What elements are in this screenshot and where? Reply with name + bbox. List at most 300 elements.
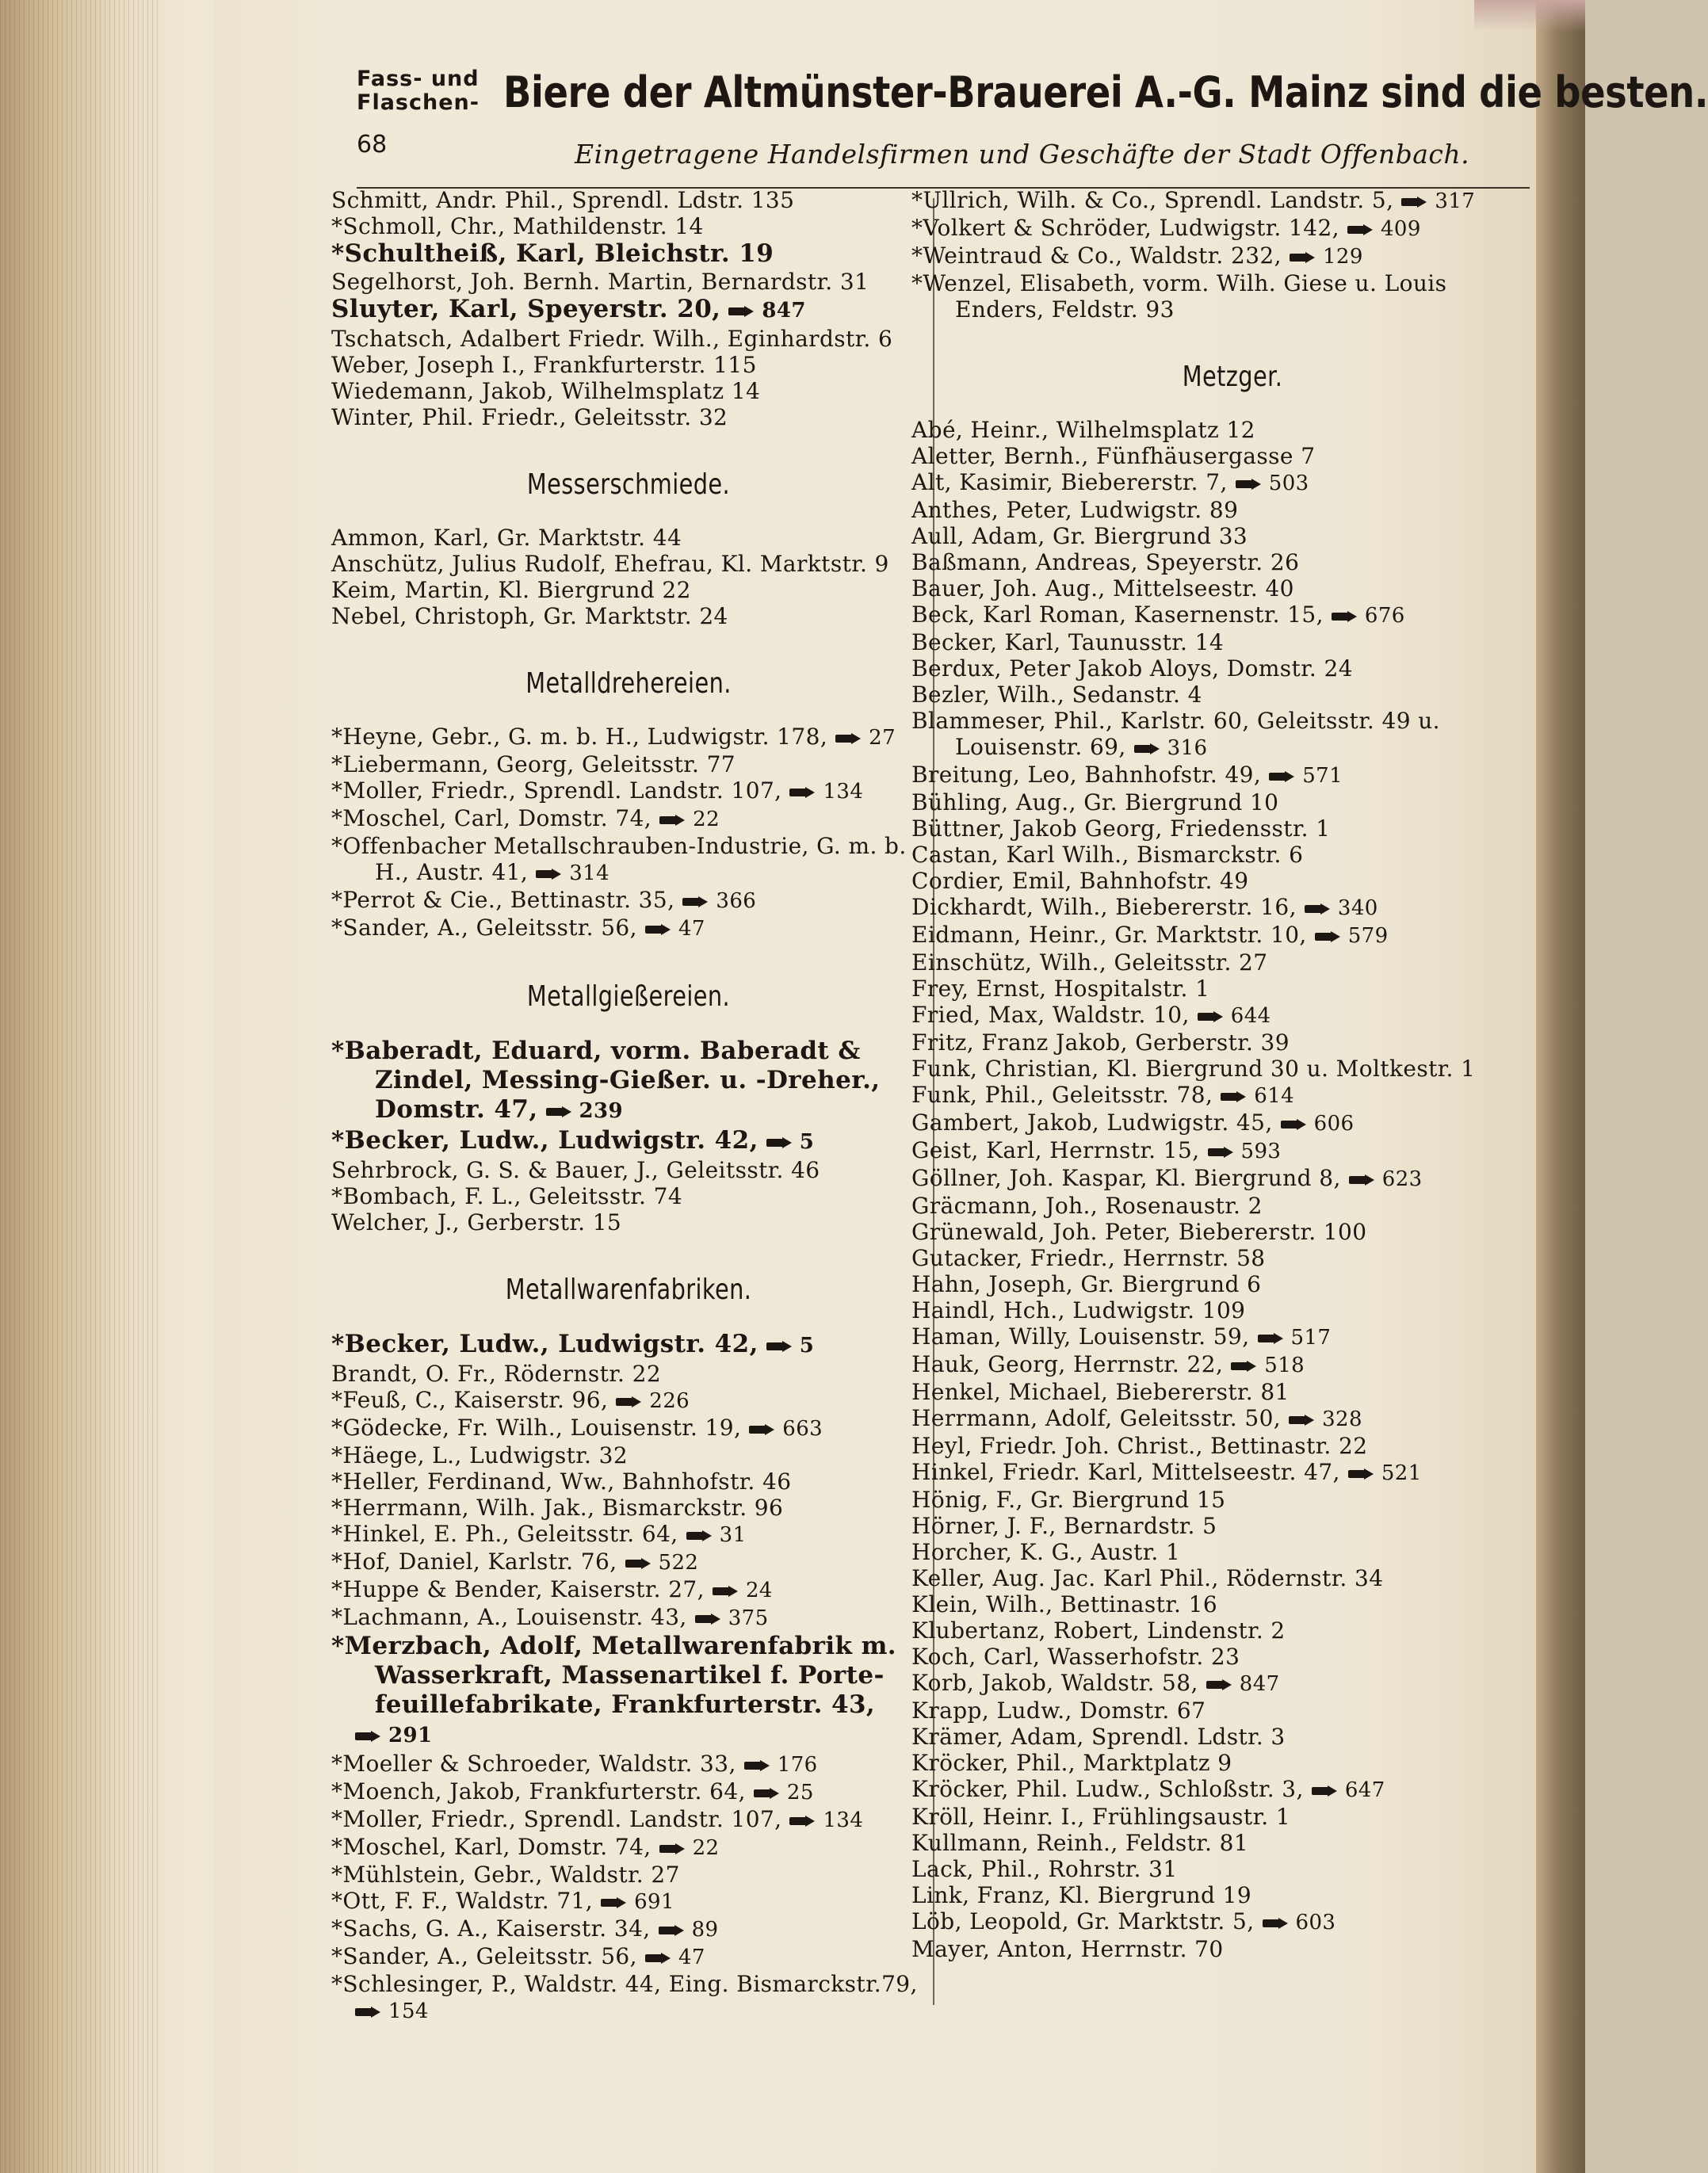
telephone-icon: [1263, 1918, 1290, 1929]
section-heading: Metallgießereien.: [526, 980, 731, 1013]
telephone-icon: [1258, 1333, 1285, 1344]
phone-value: 375: [728, 1606, 769, 1630]
phone-number: [682, 888, 756, 915]
telephone-icon: [1206, 1679, 1233, 1690]
phone-value: 517: [1290, 1326, 1332, 1350]
phone-value: 623: [1381, 1167, 1423, 1191]
phone-number: [355, 1721, 432, 1751]
entry-text: *Heller, Ferdinand, Ww., Bahnhofstr. 46: [331, 1468, 792, 1495]
entry-text: Hahn, Joseph, Gr. Biergrund 6: [911, 1271, 1262, 1297]
entry-continuation: [331, 1661, 926, 1690]
directory-entry: [911, 1405, 1553, 1433]
entry-text: Hinkel, Friedr. Karl, Mittelseestr. 47,: [911, 1459, 1340, 1485]
phone-number: [713, 1578, 773, 1604]
entry-text: *Ott, F. F., Waldstr. 71,: [331, 1888, 594, 1914]
entry-text: *Moench, Jakob, Frankfurterstr. 64,: [331, 1778, 746, 1804]
directory-entry: [331, 724, 926, 751]
directory-entry: [331, 1415, 926, 1442]
entry-text: Becker, Karl, Taunusstr. 14: [911, 629, 1225, 655]
section-heading: Messerschmiede.: [526, 468, 731, 501]
phone-value: 503: [1268, 472, 1309, 495]
directory-entry: [911, 1459, 1553, 1487]
entry-text: *Baberadt, Eduard, vorm. Baberadt &: [331, 1037, 861, 1065]
phone-number: [744, 1752, 818, 1778]
directory-entry: [911, 1670, 1553, 1698]
telephone-icon: [744, 1760, 771, 1771]
directory-entry: [911, 1936, 1553, 1962]
phone-number: [625, 1550, 699, 1576]
directory-entry: [911, 708, 1553, 734]
entry-text: *Gödecke, Fr. Wilh., Louisenstr. 19,: [331, 1415, 742, 1441]
entry-text: Wiedemann, Jakob, Wilhelmsplatz 14: [331, 378, 761, 404]
directory-entry: [911, 1109, 1553, 1137]
directory-entry: [911, 922, 1553, 949]
directory-entry: [331, 1834, 926, 1862]
directory-entry: [911, 1351, 1553, 1379]
corner-discoloration: [1474, 0, 1585, 32]
entry-text: Klubertanz, Robert, Lindenstr. 2: [911, 1617, 1286, 1644]
entry-text: *Volkert & Schröder, Ludwigstr. 142,: [911, 215, 1339, 241]
entry-text: *Sachs, G. A., Kaiserstr. 34,: [331, 1915, 651, 1942]
entry-text: Blammeser, Phil., Karlstr. 60, Geleitsstr. 49 u.: [911, 708, 1440, 734]
phone-number: [645, 916, 705, 942]
directory-entry: [911, 976, 1553, 1002]
entry-text: Hörner, J. F., Bernardstr. 5: [911, 1513, 1217, 1539]
directory-entry: [911, 215, 1553, 243]
telephone-icon: [728, 306, 755, 317]
entry-text: Segelhorst, Joh. Bernh. Martin, Bernardstr. 31: [331, 269, 869, 295]
entry-text: Welcher, J., Gerberstr. 15: [331, 1209, 622, 1235]
phone-number: [1332, 603, 1405, 629]
entry-text: Koch, Carl, Wasserhofstr. 23: [911, 1644, 1240, 1670]
directory-entry: [331, 915, 926, 942]
telephone-icon: [355, 1731, 382, 1742]
entry-text: Hönig, F., Gr. Biergrund 15: [911, 1487, 1226, 1513]
entry-text: Anschütz, Julius Rudolf, Ehefrau, Kl. Marktstr. 9: [331, 551, 889, 577]
directory-entry: [911, 1882, 1553, 1908]
telephone-icon: [659, 1843, 686, 1854]
entry-text: Haman, Willy, Louisenstr. 59,: [911, 1323, 1250, 1350]
entry-text: Gräcmann, Joh., Rosenaustr. 2: [911, 1193, 1263, 1219]
phone-number: [1348, 1461, 1422, 1487]
phone-number: [1281, 1111, 1355, 1137]
entry-continuation: [911, 734, 1553, 762]
directory-entry: [911, 789, 1553, 815]
phone-value: 47: [678, 917, 705, 941]
entry-text: Herrmann, Adolf, Geleitsstr. 50,: [911, 1405, 1282, 1431]
directory-entry: [911, 1487, 1553, 1513]
telephone-icon: [682, 896, 709, 907]
entry-text: Breitung, Leo, Bahnhofstr. 49,: [911, 762, 1262, 788]
directory-entry: [331, 1037, 926, 1066]
page-header: [357, 67, 1708, 186]
entry-text: Büttner, Jakob Georg, Friedensstr. 1: [911, 815, 1331, 842]
directory-entry: [331, 1915, 926, 1943]
directory-entry: [331, 1862, 926, 1888]
directory-entry: [331, 1751, 926, 1778]
phone-number: [789, 1808, 863, 1834]
entry-continuation: [911, 296, 1553, 323]
telephone-icon: [1312, 1785, 1339, 1797]
entry-text: Lack, Phil., Rohrstr. 31: [911, 1856, 1178, 1882]
directory-entry: [331, 1604, 926, 1632]
phone-number: [766, 1128, 815, 1157]
entry-text: Henkel, Michael, Biebererstr. 81: [911, 1379, 1290, 1405]
phone-value: 47: [678, 1946, 705, 1969]
directory-entry: [911, 1002, 1553, 1029]
entry-text: Baßmann, Andreas, Speyerstr. 26: [911, 549, 1300, 575]
telephone-icon: [1236, 479, 1263, 490]
phone-value: 129: [1322, 245, 1363, 269]
phone-number: [1289, 1407, 1362, 1433]
telephone-icon: [645, 1953, 672, 1964]
page-number: 68: [357, 131, 388, 158]
directory-entry: [331, 1521, 926, 1549]
directory-entry: [331, 326, 926, 352]
entry-text: *Moschel, Carl, Domstr. 74,: [331, 805, 652, 831]
entry-text: *Perrot & Cie., Bettinastr. 35,: [331, 887, 675, 913]
telephone-icon: [789, 787, 816, 798]
phone-number: [1263, 1910, 1336, 1936]
entry-text: *Sander, A., Geleitsstr. 56,: [331, 1943, 637, 1969]
phone-number: [546, 1097, 623, 1126]
entry-text: Berdux, Peter Jakob Aloys, Domstr. 24: [911, 655, 1353, 682]
entry-text: Bühling, Aug., Gr. Biergrund 10: [911, 789, 1279, 815]
directory-entry: [331, 525, 926, 551]
phone-value: 606: [1313, 1112, 1355, 1136]
phone-number: [1290, 244, 1363, 270]
phone-value: 25: [786, 1781, 814, 1804]
telephone-icon: [1198, 1011, 1225, 1022]
directory-entry: [911, 1513, 1553, 1539]
directory-entry: [331, 1576, 926, 1604]
telephone-icon: [601, 1897, 628, 1908]
directory-entry: [331, 1387, 926, 1415]
directory-entry: [911, 1193, 1553, 1219]
phone-number: [536, 861, 609, 887]
phone-number: [1401, 189, 1475, 215]
entry-continuation-text: Enders, Feldstr. 93: [955, 296, 1175, 323]
phone-number: [1198, 1003, 1271, 1029]
entry-text: Göllner, Joh. Kaspar, Kl. Biergrund 8,: [911, 1165, 1341, 1191]
phone-value: 691: [634, 1890, 674, 1914]
directory-entry: [911, 1591, 1553, 1617]
directory-entry: [331, 1971, 926, 1997]
entry-text: Kröcker, Phil. Ludw., Schloßstr. 3,: [911, 1776, 1304, 1802]
entry-continuation-text: Domstr. 47,: [375, 1095, 538, 1124]
directory-entry: [911, 601, 1553, 629]
entry-text: Gambert, Jakob, Ludwigstr. 45,: [911, 1109, 1273, 1136]
telephone-icon: [835, 733, 862, 744]
entry-continuation-text: feuillefabrikate, Frankfurterstr. 43,: [375, 1690, 876, 1719]
directory-entry: [911, 868, 1553, 894]
telephone-icon: [1347, 224, 1374, 235]
entry-continuation: [331, 859, 926, 887]
section-heading: Metzger.: [1182, 361, 1283, 393]
entry-text: Funk, Christian, Kl. Biergrund 30 u. Moltkestr. 1: [911, 1056, 1476, 1082]
entry-text: Eidmann, Heinr., Gr. Marktstr. 10,: [911, 922, 1307, 948]
entry-text: Anthes, Peter, Ludwigstr. 89: [911, 497, 1239, 523]
entry-text: Link, Franz, Kl. Biergrund 19: [911, 1882, 1252, 1908]
telephone-icon: [1134, 743, 1161, 754]
directory-entry: [911, 243, 1553, 270]
telephone-icon: [1269, 771, 1296, 782]
phone-number: [749, 1416, 823, 1442]
directory-entry: [911, 1297, 1553, 1323]
directory-entry: [331, 1468, 926, 1495]
phone-number: [754, 1780, 814, 1806]
phone-number: [1134, 735, 1208, 762]
entry-text: *Merzbach, Adolf, Metallwarenfabrik m.: [331, 1632, 897, 1660]
telephone-icon: [1305, 903, 1332, 915]
telephone-icon: [686, 1530, 713, 1541]
phone-number: [1269, 763, 1343, 789]
phone-number: [616, 1388, 690, 1415]
entry-text: Weber, Joseph I., Frankfurterstr. 115: [331, 352, 757, 378]
entry-text: Ammon, Karl, Gr. Marktstr. 44: [331, 525, 682, 551]
phone-value: 154: [388, 1999, 429, 2023]
entry-continuation-text: H., Austr. 41,: [375, 859, 529, 885]
directory-entry: [331, 1806, 926, 1834]
directory-entry: [911, 1830, 1553, 1856]
directory-entry: [911, 1323, 1553, 1351]
telephone-icon: [749, 1424, 776, 1435]
directory-entry: [331, 239, 926, 269]
entry-text: *Liebermann, Georg, Geleitsstr. 77: [331, 751, 736, 777]
phone-value: 316: [1167, 736, 1208, 760]
entry-text: *Mühlstein, Gebr., Waldstr. 27: [331, 1862, 680, 1888]
ad-prefix-line2: Flaschen-: [357, 90, 480, 115]
entry-text: Löb, Leopold, Gr. Marktstr. 5,: [911, 1908, 1255, 1934]
directory-entry: [331, 1183, 926, 1209]
phone-value: 644: [1230, 1004, 1271, 1028]
phone-number: [659, 807, 720, 833]
directory-entry: [331, 1943, 926, 1971]
entry-text: *Lachmann, A., Louisenstr. 43,: [331, 1604, 687, 1630]
entry-text: Tschatsch, Adalbert Friedr. Wilh., Eginhardstr. 6: [331, 326, 893, 352]
directory-entry: [331, 1126, 926, 1157]
directory-entry: [331, 404, 926, 430]
directory-entry: [911, 575, 1553, 601]
phone-number: [728, 296, 805, 326]
entry-continuation: [331, 1095, 926, 1126]
entry-text: *Moller, Friedr., Sprendl. Landstr. 107,: [331, 1806, 782, 1832]
directory-entry: [911, 655, 1553, 682]
directory-entry: [911, 1644, 1553, 1670]
phone-value: 847: [1239, 1672, 1280, 1696]
entry-text: Nebel, Christoph, Gr. Marktstr. 24: [331, 603, 728, 629]
directory-entry: [911, 1698, 1553, 1724]
entry-text: Grünewald, Joh. Peter, Biebererstr. 100: [911, 1219, 1367, 1245]
directory-entry: [331, 352, 926, 378]
telephone-icon: [695, 1614, 722, 1625]
phone-value: 409: [1380, 217, 1421, 241]
phone-number: [1231, 1353, 1305, 1379]
phone-value: 317: [1435, 189, 1476, 213]
directory-entry: [331, 1495, 926, 1521]
entry-text: Kröcker, Phil., Marktplatz 9: [911, 1750, 1232, 1776]
telephone-icon: [713, 1586, 739, 1597]
phone-value: 518: [1264, 1354, 1305, 1377]
entry-continuation: [331, 1690, 926, 1720]
directory-entry: [911, 1750, 1553, 1776]
phone-value: 521: [1381, 1461, 1422, 1485]
phone-value: 22: [693, 808, 720, 831]
directory-entry: [911, 1804, 1553, 1830]
telephone-icon: [1208, 1147, 1235, 1158]
entry-text: Aull, Adam, Gr. Biergrund 33: [911, 523, 1248, 549]
directory-entry: [911, 1271, 1553, 1297]
directory-entry: [911, 894, 1553, 922]
directory-entry: [331, 1361, 926, 1387]
directory-entry: [911, 762, 1553, 789]
entry-text: *Schlesinger, P., Waldstr. 44, Eing. Bismarckstr.79,: [331, 1971, 918, 1997]
entry-text: Hauk, Georg, Herrnstr. 22,: [911, 1351, 1224, 1377]
entry-text: Abé, Heinr., Wilhelmsplatz 12: [911, 417, 1255, 443]
phone-number: [659, 1917, 719, 1943]
directory-entry: [331, 805, 926, 833]
entry-text: *Moeller & Schroeder, Waldstr. 33,: [331, 1751, 736, 1777]
entry-text: Kröll, Heinr. I., Frühlingsaustr. 1: [911, 1804, 1291, 1830]
phone-value: 603: [1295, 1911, 1336, 1934]
phone-number: [1258, 1325, 1332, 1351]
entry-text: *Feuß, C., Kaiserstr. 96,: [331, 1387, 609, 1413]
phone-value: 571: [1302, 764, 1343, 788]
directory-entry: [911, 1219, 1553, 1245]
directory-entry: [911, 682, 1553, 708]
telephone-icon: [1401, 197, 1428, 208]
telephone-icon: [536, 869, 563, 880]
phone-number: [1312, 1778, 1385, 1804]
directory-entry: [331, 551, 926, 577]
directory-entry: [331, 1209, 926, 1235]
phone-number: [1221, 1083, 1294, 1109]
telephone-icon: [766, 1341, 793, 1352]
directory-entry: [911, 417, 1553, 443]
phone-value: 314: [569, 861, 610, 885]
entry-text: *Wenzel, Elisabeth, vorm. Wilh. Giese u. Louis: [911, 270, 1447, 296]
directory-entry: [911, 629, 1553, 655]
directory-entry: [911, 1379, 1553, 1405]
directory-entry: [331, 603, 926, 629]
phone-number: [686, 1522, 747, 1549]
entry-text: Dickhardt, Wilh., Biebererstr. 16,: [911, 894, 1297, 920]
directory-entry: [911, 1082, 1553, 1109]
entry-text: *Becker, Ludw., Ludwigstr. 42,: [331, 1126, 758, 1155]
phone-value: 226: [649, 1389, 690, 1413]
telephone-icon: [659, 815, 686, 826]
entry-text: *Hof, Daniel, Karlstr. 76,: [331, 1549, 617, 1575]
telephone-icon: [1349, 1174, 1376, 1186]
entry-text: *Schultheiß, Karl, Bleichstr. 19: [331, 239, 774, 268]
phone-value: 24: [745, 1579, 773, 1602]
phone-value: 614: [1254, 1084, 1295, 1108]
phone-value: 663: [782, 1417, 823, 1441]
directory-entry: [911, 842, 1553, 868]
phone-number: [835, 725, 896, 751]
directory-entry: [911, 443, 1553, 469]
entry-text: *Sander, A., Geleitsstr. 56,: [331, 915, 637, 941]
entry-continuation-text: Louisenstr. 69,: [955, 734, 1126, 760]
phone-value: 522: [658, 1551, 699, 1575]
entry-text: Krapp, Ludw., Domstr. 67: [911, 1698, 1206, 1724]
entry-text: Heyl, Friedr. Joh. Christ., Bettinastr. 22: [911, 1433, 1368, 1459]
entry-continuation-text: Wasserkraft, Massenartikel f. Porte-: [375, 1661, 885, 1690]
phone-number: [1208, 1139, 1282, 1165]
right-column: [911, 187, 1553, 1962]
telephone-icon: [1221, 1091, 1248, 1102]
directory-entry: [331, 378, 926, 404]
phone-number: [1347, 216, 1421, 243]
ad-prefix-line1: Fass- und: [357, 67, 480, 91]
directory-entry: [911, 1165, 1553, 1193]
phone-value: 647: [1344, 1778, 1385, 1802]
phone-value: 134: [823, 780, 864, 804]
directory-entry: [331, 213, 926, 239]
directory-entry: [911, 949, 1553, 976]
entry-phone-line: [331, 1720, 926, 1751]
telephone-icon: [1315, 931, 1342, 942]
telephone-icon: [754, 1788, 781, 1799]
entry-text: Einschütz, Wilh., Geleitsstr. 27: [911, 949, 1268, 976]
entry-continuation-text: Zindel, Messing-Gießer. u. -Dreher.,: [375, 1066, 881, 1094]
telephone-icon: [1281, 1119, 1308, 1130]
entry-text: Brandt, O. Fr., Rödernstr. 22: [331, 1361, 662, 1387]
entry-text: Fritz, Franz Jakob, Gerberstr. 39: [911, 1029, 1290, 1056]
directory-entry: [911, 815, 1553, 842]
phone-number: [695, 1606, 769, 1632]
phone-number: [1315, 923, 1389, 949]
phone-number: [601, 1889, 674, 1915]
entry-text: *Hinkel, E. Ph., Geleitsstr. 64,: [331, 1521, 678, 1547]
entry-text: Haindl, Hch., Ludwigstr. 109: [911, 1297, 1246, 1323]
telephone-icon: [546, 1106, 573, 1117]
telephone-icon: [659, 1925, 686, 1936]
entry-text: Beck, Karl Roman, Kasernenstr. 15,: [911, 601, 1324, 628]
phone-number: [1236, 471, 1309, 497]
entry-text: Cordier, Emil, Bahnhofstr. 49: [911, 868, 1249, 894]
phone-value: 366: [716, 889, 757, 913]
entry-text: Kullmann, Reinh., Feldstr. 81: [911, 1830, 1249, 1856]
directory-entry: [331, 751, 926, 777]
entry-text: Winter, Phil. Friedr., Geleitsstr. 32: [331, 404, 728, 430]
section-heading: Metalldrehereien.: [525, 667, 732, 700]
entry-text: Gutacker, Friedr., Herrnstr. 58: [911, 1245, 1266, 1271]
directory-entry: [911, 523, 1553, 549]
phone-number: [645, 1945, 705, 1971]
entry-text: Geist, Karl, Herrnstr. 15,: [911, 1137, 1200, 1163]
entry-text: Mayer, Anton, Herrnstr. 70: [911, 1936, 1224, 1962]
phone-number: [789, 779, 863, 805]
entry-text: *Ullrich, Wilh. & Co., Sprendl. Landstr. 5,: [911, 187, 1394, 213]
directory-entry: [331, 887, 926, 915]
telephone-icon: [355, 2007, 382, 2018]
directory-entry: [331, 833, 926, 859]
phone-value: 5: [799, 1130, 815, 1154]
phone-value: 5: [799, 1334, 815, 1358]
directory-entry: [911, 1724, 1553, 1750]
directory-entry: [911, 469, 1553, 497]
directory-entry: [911, 1433, 1553, 1459]
telephone-icon: [789, 1816, 816, 1827]
phone-number: [1206, 1671, 1280, 1698]
telephone-icon: [1289, 1415, 1316, 1426]
phone-value: 676: [1364, 604, 1405, 628]
phone-value: 239: [579, 1099, 624, 1123]
phone-number: [1349, 1167, 1423, 1193]
telephone-icon: [1290, 252, 1316, 263]
entry-text: Fried, Max, Waldstr. 10,: [911, 1002, 1190, 1028]
